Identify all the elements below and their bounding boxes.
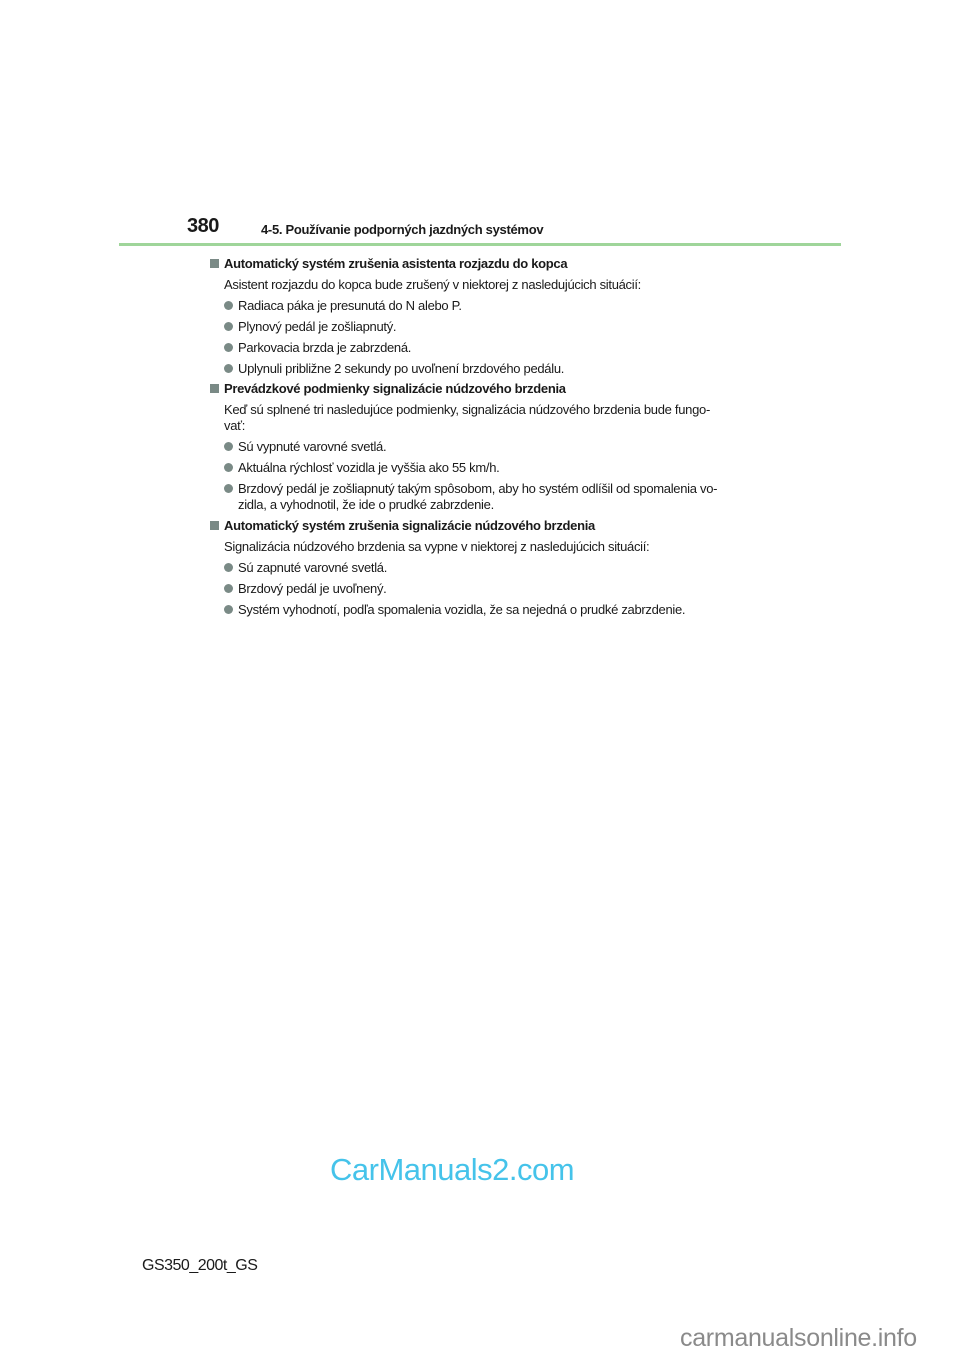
heading-text: Automatický systém zrušenia signalizácie núdzového brzdenia bbox=[224, 518, 595, 533]
list-item bbox=[224, 319, 396, 335]
bullet-icon bbox=[224, 364, 233, 373]
bullet-icon bbox=[224, 442, 233, 451]
bullet-icon bbox=[224, 343, 233, 352]
list-item-text: Brzdový pedál je zošliapnutý takým spôsobom, aby ho systém odlíšil od spomalenia vo- bbox=[238, 481, 718, 496]
list-item bbox=[224, 602, 685, 618]
paragraph-line: Keď sú splnené tri nasledujúce podmienky, signalizácia núdzového brzdenia bude fungo- bbox=[224, 402, 710, 417]
model-code: GS350_200t_GS bbox=[142, 1257, 258, 1274]
section-heading bbox=[210, 256, 567, 271]
bullet-icon bbox=[224, 463, 233, 472]
paragraph: Asistent rozjazdu do kopca bude zrušený v niektorej z nasledujúcich situácií: bbox=[224, 277, 641, 292]
list-item bbox=[224, 560, 387, 576]
page-number: 380 bbox=[187, 215, 219, 237]
watermark-carmanualsonline: carmanualsonline.info bbox=[680, 1324, 917, 1352]
list-item-text: Parkovacia brzda je zabrzdená. bbox=[238, 340, 412, 355]
header-divider bbox=[119, 243, 841, 246]
heading-text: Prevádzkové podmienky signalizácie núdzového brzdenia bbox=[224, 381, 566, 396]
bullet-icon bbox=[224, 301, 233, 310]
section-heading bbox=[210, 518, 595, 533]
list-item-text: zidla, a vyhodnotil, že ide o prudké zabrzdenie. bbox=[238, 497, 494, 512]
bullet-icon bbox=[224, 484, 233, 493]
bullet-icon bbox=[224, 584, 233, 593]
list-item bbox=[224, 581, 386, 597]
list-item-text: Aktuálna rýchlosť vozidla je vyššia ako 55 km/h. bbox=[238, 460, 500, 475]
paragraph bbox=[224, 402, 710, 434]
chapter-title: 4-5. Používanie podporných jazdných systémov bbox=[261, 222, 544, 237]
list-item-text: Uplynuli približne 2 sekundy po uvoľnení brzdového pedálu. bbox=[238, 361, 565, 376]
list-item-text: Radiaca páka je presunutá do N alebo P. bbox=[238, 298, 462, 313]
list-item bbox=[224, 361, 564, 377]
list-item bbox=[224, 460, 499, 476]
list-item bbox=[224, 481, 717, 513]
square-bullet-icon bbox=[210, 384, 219, 393]
heading-text: Automatický systém zrušenia asistenta rozjazdu do kopca bbox=[224, 256, 568, 271]
list-item-text: Sú zapnuté varovné svetlá. bbox=[238, 560, 388, 575]
paragraph-line: vať: bbox=[224, 418, 246, 433]
square-bullet-icon bbox=[210, 521, 219, 530]
watermark-carmanuals2: CarManuals2.com bbox=[330, 1152, 575, 1187]
list-item-text: Sú vypnuté varovné svetlá. bbox=[238, 439, 387, 454]
bullet-icon bbox=[224, 563, 233, 572]
list-item-text: Plynový pedál je zošliapnutý. bbox=[238, 319, 397, 334]
square-bullet-icon bbox=[210, 259, 219, 268]
list-item bbox=[224, 340, 411, 356]
bullet-icon bbox=[224, 605, 233, 614]
paragraph: Signalizácia núdzového brzdenia sa vypne v niektorej z nasledujúcich situácií: bbox=[224, 539, 650, 554]
list-item-text: Brzdový pedál je uvoľnený. bbox=[238, 581, 387, 596]
bullet-icon bbox=[224, 322, 233, 331]
section-heading bbox=[210, 381, 566, 396]
list-item bbox=[224, 439, 386, 455]
list-item-text: Systém vyhodnotí, podľa spomalenia vozidla, že sa nejedná o prudké zabrzdenie. bbox=[238, 602, 686, 617]
list-item bbox=[224, 298, 462, 314]
